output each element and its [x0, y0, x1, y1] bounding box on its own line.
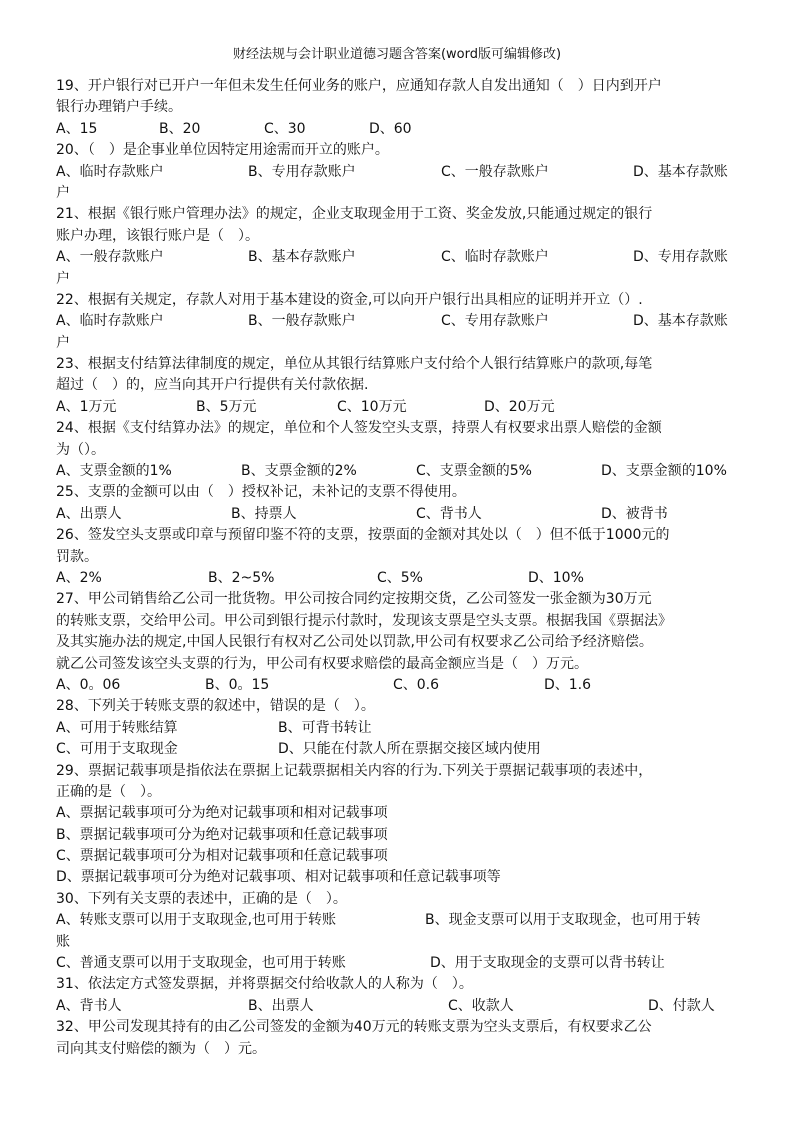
option-text: B、现金支票可以用于支取现金，也可用于转 [425, 912, 701, 929]
document-body [56, 76, 740, 1060]
option-text: C、专用存款账户 [441, 313, 549, 330]
option-text: A、0。06 [56, 676, 121, 693]
option-text: B、支票金额的2% [241, 463, 357, 480]
line-text: 30、下列有关支票的表述中，正确的是（ ）。 [56, 890, 347, 907]
option-text: A、背书人 [56, 997, 122, 1014]
option-text: D、60 [369, 120, 412, 137]
option-text: C、一般存款账户 [441, 163, 549, 180]
line-text: 31、依法定方式签发票据，并将票据交付给收款人的人称为（ ）。 [56, 976, 473, 993]
text-line [56, 547, 740, 568]
option-text: A、一般存款账户 [56, 249, 164, 266]
option-row [56, 311, 740, 332]
option-text: D、用于支取现金的支票可以背书转让 [430, 955, 665, 972]
line-text: 的转账支票，交给甲公司。甲公司到银行提示付款时，发现该支票是空头支票。根据我国《票据法》 [56, 612, 672, 629]
text-line [56, 803, 740, 824]
text-line [56, 375, 740, 396]
line-text: A、票据记载事项可分为绝对记载事项和相对记载事项 [56, 805, 388, 822]
line-text: 29、票据记载事项是指依法在票据上记载票据相关内容的行为.下列关于票据记载事项的表述中， [56, 762, 653, 779]
line-text: 户 [56, 270, 70, 287]
text-line [56, 932, 740, 953]
option-text: C、普通支票可以用于支取现金，也可用于转账 [56, 955, 346, 972]
text-line [56, 140, 740, 161]
option-row [56, 397, 740, 418]
option-text: B、0。15 [205, 676, 270, 693]
line-text: 24、根据《支付结算办法》的规定，单位和个人签发空头支票，持票人有权要求出票人赔偿的金额 [56, 420, 662, 437]
option-text: D、只能在付款人所在票据交接区域内使用 [278, 741, 541, 758]
option-row [56, 996, 740, 1017]
text-line [56, 333, 740, 354]
text-line [56, 761, 740, 782]
option-text: A、出票人 [56, 505, 122, 522]
option-text: A、转账支票可以用于支取现金,也可用于转账 [56, 912, 337, 929]
option-row [56, 718, 740, 739]
option-text: B、一般存款账户 [248, 313, 356, 330]
option-row [56, 953, 740, 974]
text-line [56, 440, 740, 461]
line-text: 正确的是（ ）。 [56, 783, 161, 800]
text-line [56, 974, 740, 995]
line-text: 就乙公司签发该空头支票的行为，甲公司有权要求赔偿的最高金额应当是（ ）万元。 [56, 655, 588, 672]
line-text: 26、签发空头支票或印章与预留印鉴不符的支票，按票面的金额对其处以（ ）但不低于1000元的 [56, 527, 670, 544]
line-text: 25、支票的金额可以由（ ）授权补记，未补记的支票不得使用。 [56, 484, 466, 501]
option-text: D、付款人 [648, 997, 715, 1014]
option-text: C、收款人 [448, 997, 514, 1014]
text-line [56, 183, 740, 204]
option-text: B、可背书转让 [278, 719, 372, 736]
text-line [56, 632, 740, 653]
option-text: A、临时存款账户 [56, 313, 164, 330]
option-text: A、1万元 [56, 398, 117, 415]
line-text: 为（）。 [56, 441, 105, 458]
text-line [56, 1017, 740, 1038]
line-text: 19、开户银行对已开户一年但未发生任何业务的账户，应通知存款人自发出通知（ ）日内到开户 [56, 78, 662, 94]
option-text: B、基本存款账户 [248, 249, 356, 266]
text-line [56, 589, 740, 610]
option-text: D、基本存款账 [633, 313, 728, 330]
line-text: 罚款。 [56, 548, 98, 565]
option-text: C、5% [377, 569, 423, 586]
text-line [56, 97, 740, 118]
option-row [56, 247, 740, 268]
line-text: 银行办理销户手续。 [56, 99, 182, 116]
line-text: 28、下列关于转账支票的叙述中，错误的是（ ）。 [56, 698, 375, 715]
option-text: A、15 [56, 120, 98, 137]
option-text: C、可用于支取现金 [56, 741, 178, 758]
line-text: 20、（ ）是企事业单位因特定用途需而开立的账户。 [56, 142, 389, 159]
option-text: D、基本存款账 [633, 163, 728, 180]
line-text: C、票据记载事项可分为相对记载事项和任意记载事项 [56, 848, 388, 865]
text-line [56, 782, 740, 803]
text-line [56, 1039, 740, 1060]
text-line [56, 418, 740, 439]
line-text: D、票据记载事项可分为绝对记载事项、相对记载事项和任意记载事项等 [56, 869, 501, 886]
text-line [56, 354, 740, 375]
option-row [56, 675, 740, 696]
text-line [56, 696, 740, 717]
option-text: A、临时存款账户 [56, 163, 164, 180]
line-text: 23、根据支付结算法律制度的规定，单位从其银行结算账户支付给个人银行结算账户的款项,每笔 [56, 356, 653, 373]
line-text: 超过（ ）的，应当向其开户行提供有关付款依据. [56, 377, 369, 394]
text-line [56, 825, 740, 846]
option-text: C、支票金额的5% [416, 463, 532, 480]
option-text: D、被背书 [601, 505, 668, 522]
text-line [56, 290, 740, 311]
text-line [56, 269, 740, 290]
line-text: 21、根据《银行账户管理办法》的规定，企业支取现金用于工资、奖金发放,只能通过规定的银行 [56, 206, 653, 223]
line-text: 及其实施办法的规定,中国人民银行有权对乙公司处以罚款,甲公司有权要求乙公司给予经济赔偿。 [56, 634, 653, 651]
option-text: A、2% [56, 569, 102, 586]
option-text: B、出票人 [248, 997, 314, 1014]
line-text: 账户办理，该银行账户是（ ）。 [56, 227, 259, 244]
text-line [56, 867, 740, 888]
option-text: C、0.6 [393, 676, 440, 693]
option-text: C、10万元 [337, 398, 407, 415]
option-row [56, 504, 740, 525]
option-text: D、1.6 [544, 676, 592, 693]
line-text: 22、根据有关规定，存款人对用于基本建设的资金,可以向开户银行出具相应的证明并开立（）. [56, 291, 643, 308]
line-text: 户 [56, 184, 70, 201]
text-line [56, 204, 740, 225]
option-text: D、专用存款账 [633, 249, 728, 266]
text-line [56, 611, 740, 632]
text-line [56, 654, 740, 675]
option-text: A、可用于转账结算 [56, 719, 178, 736]
option-text: D、支票金额的10% [601, 463, 727, 480]
option-row [56, 910, 740, 931]
option-text: B、2~5% [208, 569, 275, 586]
option-text: B、20 [159, 120, 201, 137]
page-header: 财经法规与会计职业道德习题含答案(word版可编辑修改) [232, 47, 562, 62]
option-row [56, 162, 740, 183]
option-text: A、支票金额的1% [56, 463, 172, 480]
option-text: B、专用存款账户 [248, 163, 356, 180]
text-line [56, 525, 740, 546]
text-line [56, 226, 740, 247]
line-text: B、票据记载事项可分为绝对记载事项和任意记载事项 [56, 826, 388, 843]
line-text: 司向其支付赔偿的额为（ ）元。 [56, 1040, 266, 1057]
text-line [56, 846, 740, 867]
line-text: 户 [56, 334, 70, 351]
option-row [56, 461, 740, 482]
option-text: C、临时存款账户 [441, 249, 549, 266]
option-row [56, 568, 740, 589]
option-text: B、持票人 [231, 505, 297, 522]
option-text: D、10% [528, 569, 584, 586]
option-text: B、5万元 [196, 398, 257, 415]
line-text: 27、甲公司销售给乙公司一批货物。甲公司按合同约定按期交货，乙公司签发一张金额为30万元 [56, 591, 652, 608]
text-line [56, 76, 740, 97]
line-text: 32、甲公司发现其持有的由乙公司签发的金额为40万元的转账支票为空头支票后，有权要求乙公 [56, 1019, 652, 1036]
option-text: C、30 [264, 120, 306, 137]
text-line [56, 889, 740, 910]
option-text: C、背书人 [416, 505, 482, 522]
option-text: D、20万元 [484, 398, 555, 415]
option-row [56, 119, 740, 140]
text-line [56, 482, 740, 503]
line-text: 账 [56, 933, 70, 950]
option-row [56, 739, 740, 760]
